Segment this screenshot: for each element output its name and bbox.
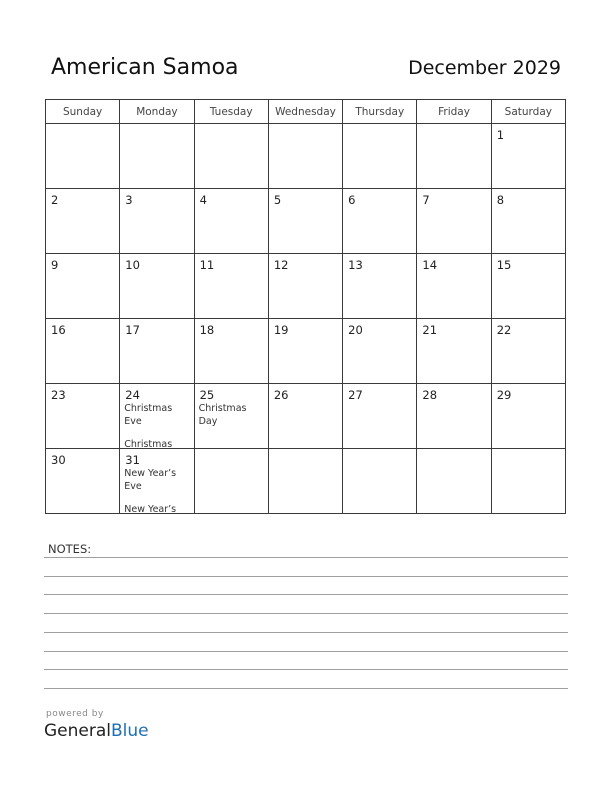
calendar-grid <box>45 99 566 514</box>
day-number: 28 <box>422 388 438 402</box>
day-number: 4 <box>199 193 207 207</box>
day-cell <box>343 189 417 254</box>
day-cell <box>343 254 417 319</box>
day-number: 23 <box>51 388 66 402</box>
day-cell-dec31 <box>120 449 194 514</box>
powered-by-text: powered by <box>46 709 104 719</box>
weekday-sunday: Sunday <box>46 100 120 124</box>
day-number: 18 <box>199 323 215 337</box>
day-number: 5 <box>273 193 282 207</box>
day-number: 11 <box>199 258 215 272</box>
day-cell <box>46 449 120 514</box>
day-cell <box>268 319 342 384</box>
day-number: 27 <box>348 388 363 402</box>
day-number: 17 <box>125 323 140 337</box>
day-number: 9 <box>51 258 59 272</box>
notes-line <box>44 651 568 652</box>
day-number: 26 <box>273 388 289 402</box>
weekday-tuesday: Tuesday <box>194 100 268 124</box>
event-christmas-day-line1: Christmas <box>198 403 247 414</box>
day-cell <box>343 384 417 449</box>
day-cell <box>194 449 268 514</box>
day-cell <box>120 189 194 254</box>
day-cell <box>268 449 342 514</box>
day-number: 7 <box>422 193 430 207</box>
day-cell <box>417 124 491 189</box>
day-number: 22 <box>496 323 512 337</box>
weekday-friday: Friday <box>417 100 491 124</box>
weekday-header-row <box>46 100 566 124</box>
day-cell-dec24 <box>120 384 194 449</box>
day-cell <box>194 254 268 319</box>
day-cell <box>343 449 417 514</box>
notes-line <box>44 576 568 577</box>
week-row <box>46 384 566 449</box>
day-cell <box>46 124 120 189</box>
day-number: 20 <box>348 323 363 337</box>
notes-line <box>44 557 568 558</box>
country-title: American Samoa <box>51 55 239 80</box>
notes-line <box>44 688 568 689</box>
notes-line <box>44 632 568 633</box>
day-cell <box>491 384 565 449</box>
notes-label: NOTES: <box>48 542 92 556</box>
day-cell <box>343 124 417 189</box>
month-year-title: December 2029 <box>408 57 561 79</box>
day-number: 21 <box>422 323 438 337</box>
day-cell <box>417 254 491 319</box>
week-row <box>46 189 566 254</box>
logo-blue: Blue <box>111 721 149 741</box>
notes-line <box>44 594 568 595</box>
event-new-years-eve-line1: New Year’s <box>124 468 177 479</box>
day-cell <box>268 384 342 449</box>
weekday-thursday: Thursday <box>343 100 417 124</box>
day-number: 25 <box>199 388 215 402</box>
event-christmas-eve-line1: Christmas <box>124 403 173 414</box>
day-cell <box>417 189 491 254</box>
week-row <box>46 449 566 514</box>
day-number: 19 <box>273 323 289 337</box>
day-cell <box>343 319 417 384</box>
weekday-saturday: Saturday <box>491 100 565 124</box>
day-number: 2 <box>51 193 59 207</box>
day-number: 10 <box>125 258 140 272</box>
day-number: 29 <box>496 388 512 402</box>
day-cell <box>491 449 565 514</box>
week-row <box>46 254 566 319</box>
day-cell <box>46 254 120 319</box>
day-number: 14 <box>422 258 438 272</box>
day-cell <box>120 254 194 319</box>
day-cell <box>417 449 491 514</box>
event-christmas-eve-line2: Eve <box>124 416 142 427</box>
day-cell <box>491 124 565 189</box>
logo-general: General <box>44 721 111 741</box>
day-number: 24 <box>125 388 140 402</box>
weekday-wednesday: Wednesday <box>268 100 342 124</box>
day-cell-dec25 <box>194 384 268 449</box>
day-cell <box>46 319 120 384</box>
day-cell <box>491 254 565 319</box>
day-cell <box>268 124 342 189</box>
day-cell <box>194 319 268 384</box>
day-number: 8 <box>496 193 505 207</box>
day-cell <box>46 384 120 449</box>
day-number: 12 <box>273 258 289 272</box>
day-cell <box>194 189 268 254</box>
event-christmas-truncated: Christmas <box>124 439 173 450</box>
weekday-monday: Monday <box>120 100 194 124</box>
notes-line <box>44 669 568 670</box>
week-row <box>46 124 566 189</box>
event-new-years-eve-line2: Eve <box>124 481 142 492</box>
day-cell <box>120 124 194 189</box>
day-cell <box>46 189 120 254</box>
day-cell <box>491 189 565 254</box>
day-number: 16 <box>51 323 66 337</box>
week-row <box>46 319 566 384</box>
day-number: 31 <box>125 453 140 467</box>
notes-line <box>44 613 568 614</box>
day-number: 30 <box>51 453 66 467</box>
day-number: 6 <box>348 193 356 207</box>
day-cell <box>268 254 342 319</box>
day-cell <box>120 319 194 384</box>
event-christmas-day-line2: Day <box>198 416 218 427</box>
generalblue-logo <box>44 721 149 741</box>
day-cell <box>417 384 491 449</box>
day-number: 3 <box>125 193 133 207</box>
event-new-years-truncated: New Year’s <box>124 504 177 515</box>
day-cell <box>417 319 491 384</box>
day-number: 13 <box>348 258 363 272</box>
day-cell <box>194 124 268 189</box>
day-number: 1 <box>496 128 505 142</box>
day-cell <box>491 319 565 384</box>
day-cell <box>268 189 342 254</box>
day-number: 15 <box>496 258 512 272</box>
